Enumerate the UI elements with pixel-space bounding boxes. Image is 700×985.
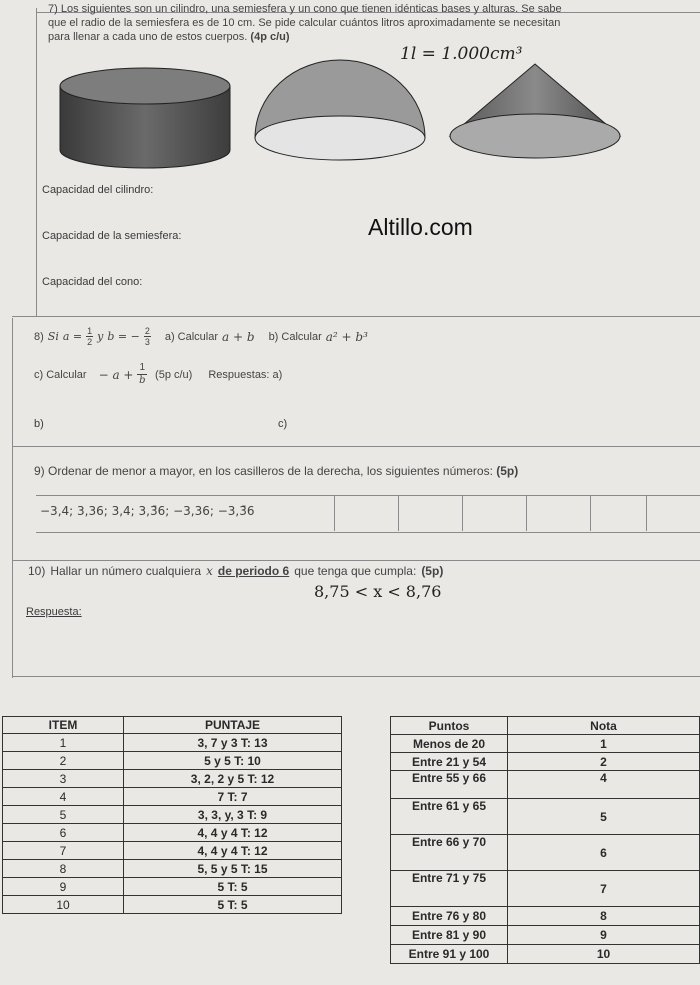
table-row: [3, 770, 342, 788]
watermark: Altillo.com: [368, 214, 473, 240]
cone-shape: [450, 64, 620, 158]
item-header: ITEM: [3, 717, 124, 734]
item-cell: 4: [3, 788, 124, 806]
puntaje-cell: 4, 4 y 4 T: 12: [124, 842, 342, 860]
cylinder-capacity-label: Capacidad del cilindro:: [42, 184, 154, 196]
q7-line1: Los siguientes son un cilindro, una semiesfera y un cono que tienen idénticas bases y alturas. Se sabe: [60, 3, 562, 15]
q9-text: Ordenar de menor a mayor, en los casilleros de la derecha, los siguientes números:: [48, 464, 493, 478]
q10-points: (5p): [421, 564, 444, 578]
q10-number: 10): [28, 564, 46, 578]
a-fraction: [86, 326, 93, 347]
q7-statement: [48, 2, 698, 44]
puntaje-cell: 3, 2, 2 y 5 T: 12: [124, 770, 342, 788]
puntos-cell: Entre 61 y 65: [391, 799, 508, 835]
numbers-to-order: −3,4; 3,36; 3,4; 3,3̄6; −3,36; −3,3̄6: [40, 504, 255, 518]
q8-answers-label: Respuestas: a): [208, 368, 283, 381]
table-row: [3, 752, 342, 770]
puntos-cell: Entre 55 y 66: [391, 771, 508, 799]
answer-box[interactable]: [590, 495, 591, 531]
item-cell: 2: [3, 752, 124, 770]
item-cell: 1: [3, 734, 124, 752]
a-numerator: 1: [87, 326, 93, 336]
q7-points: (4p c/u): [250, 31, 290, 43]
hemisphere-shape: [255, 60, 425, 160]
item-cell: 7: [3, 842, 124, 860]
item-cell: 8: [3, 860, 124, 878]
table-row: [3, 806, 342, 824]
b-denominator: 3: [144, 337, 150, 347]
puntaje-cell: 4, 4 y 4 T: 12: [124, 824, 342, 842]
nota-cell: 2: [508, 753, 700, 771]
nota-cell: 9: [508, 926, 700, 945]
a-definition: a =: [62, 330, 83, 343]
a-denominator: 2: [87, 337, 93, 347]
q7-line3: para llenar a cada uno de estos cuerpos.: [48, 31, 248, 43]
puntaje-cell: 5 T: 5: [124, 878, 342, 896]
puntaje-cell: 5, 5 y 5 T: 15: [124, 860, 342, 878]
puntos-cell: Entre 66 y 70: [391, 835, 508, 871]
q7-number: 7): [48, 3, 58, 15]
puntaje-cell: 3, 3, y, 3 T: 9: [124, 806, 342, 824]
table-row: [391, 871, 700, 907]
q8-si: Si: [47, 330, 59, 343]
left-border-lower: [12, 318, 13, 678]
nota-cell: 1: [508, 735, 700, 753]
puntos-cell: Entre 91 y 100: [391, 945, 508, 964]
b-definition: b = −: [107, 330, 140, 343]
c-denominator: b: [139, 375, 146, 386]
puntos-cell: Entre 71 y 75: [391, 871, 508, 907]
q10-period-text: de periodo 6: [217, 564, 290, 578]
answer-box[interactable]: [526, 495, 527, 531]
item-cell: 10: [3, 896, 124, 914]
part-b-expression: a² + b³: [325, 329, 368, 344]
nota-cell: 5: [508, 799, 700, 835]
table-row: [3, 734, 342, 752]
q8-points: (5p c/u): [155, 368, 193, 381]
puntos-cell: Entre 76 y 80: [391, 907, 508, 926]
table-row: [391, 926, 700, 945]
puntaje-cell: 5 y 5 T: 10: [124, 752, 342, 770]
q9-statement: [34, 464, 518, 478]
q8-y: y: [97, 330, 104, 343]
puntaje-cell: 7 T: 7: [124, 788, 342, 806]
item-cell: 5: [3, 806, 124, 824]
nota-header: Nota: [508, 717, 700, 735]
c-numerator: 1: [139, 362, 146, 373]
q9-points: (5p): [496, 464, 519, 478]
nota-cell: 8: [508, 907, 700, 926]
q10-answer-label: Respuesta:: [26, 606, 82, 618]
item-cell: 6: [3, 824, 124, 842]
puntaje-cell: 3, 7 y 3 T: 13: [124, 734, 342, 752]
nota-cell: 10: [508, 945, 700, 964]
cone-capacity-label: Capacidad del cono:: [42, 276, 143, 288]
answer-box[interactable]: [398, 495, 399, 531]
puntaje-header: PUNTAJE: [124, 717, 342, 734]
table-row: [391, 771, 700, 799]
table-row: [3, 878, 342, 896]
b-numerator: 2: [144, 326, 150, 336]
puntos-cell: Entre 81 y 90: [391, 926, 508, 945]
part-b-label: b) Calcular: [268, 330, 322, 343]
nota-cell: 4: [508, 771, 700, 799]
table-row: [391, 835, 700, 871]
table-row: [3, 842, 342, 860]
q10-statement: [28, 564, 443, 578]
q8-number: 8): [34, 330, 44, 343]
table-row: [391, 753, 700, 771]
answer-box[interactable]: [334, 495, 335, 531]
q8-line1: [34, 326, 368, 347]
answer-c-label: c): [278, 418, 288, 430]
table-row: [3, 788, 342, 806]
part-c-expression: − a +: [98, 367, 134, 382]
q7-divider: [12, 316, 700, 317]
answer-b-label: b): [34, 418, 44, 430]
q7-line2: que el radio de la semiesfera es de 10 cm. Se pide calcular cuántos litros aproximadamente se necesitan: [48, 17, 561, 29]
table-row: [3, 860, 342, 878]
left-border: [36, 8, 37, 316]
q10-text-a: Hallar un número cualquiera: [50, 564, 202, 578]
hemisphere-capacity-label: Capacidad de la semiesfera:: [42, 230, 182, 242]
answer-box[interactable]: [462, 495, 463, 531]
c-fraction: [137, 362, 147, 387]
q8-divider: [12, 446, 700, 447]
table-row: [3, 896, 342, 914]
q8-line2: [34, 362, 282, 387]
part-c-label: c) Calcular: [34, 368, 87, 381]
table-row: [391, 799, 700, 835]
q9-divider: [12, 560, 700, 561]
item-cell: 3: [3, 770, 124, 788]
cylinder-shape: [60, 68, 230, 168]
q9-number: 9): [34, 464, 45, 478]
nota-cell: 6: [508, 835, 700, 871]
puntos-header: Puntos: [391, 717, 508, 735]
handwritten-note: 1l = 1.000cm³: [400, 44, 523, 64]
part-a-label: a) Calcular: [164, 330, 219, 343]
q10-text-c: que tenga que cumpla:: [294, 564, 417, 578]
item-cell: 9: [3, 878, 124, 896]
part-a-expression: a + b: [222, 329, 255, 344]
table-row: [391, 735, 700, 753]
inequality: 8,75 < x < 8,76: [314, 582, 442, 601]
table-row: [391, 907, 700, 926]
b-fraction: [144, 326, 151, 347]
puntaje-cell: 5 T: 5: [124, 896, 342, 914]
table-row: [3, 824, 342, 842]
nota-cell: 7: [508, 871, 700, 907]
grade-table: [390, 716, 700, 964]
answer-box[interactable]: [646, 495, 647, 531]
puntos-cell: Entre 21 y 54: [391, 753, 508, 771]
item-score-table: [2, 716, 342, 914]
q10-variable: x: [206, 564, 213, 578]
table-row: [391, 945, 700, 964]
puntos-cell: Menos de 20: [391, 735, 508, 753]
bottom-rule: [12, 676, 700, 677]
solids-figure: [40, 58, 670, 180]
